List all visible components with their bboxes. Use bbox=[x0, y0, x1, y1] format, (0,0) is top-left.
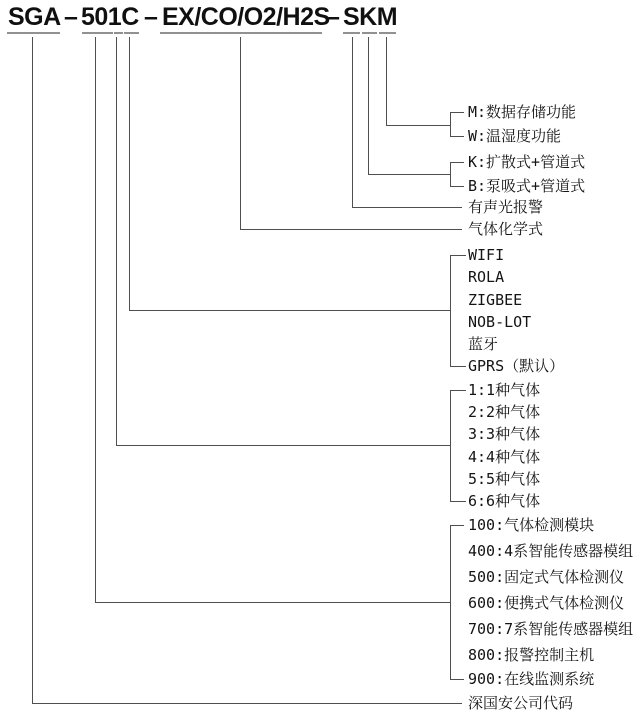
connector-communication bbox=[129, 310, 450, 311]
product-series-option: 500:固定式气体检测仪 bbox=[468, 568, 625, 586]
dropline-sampling bbox=[368, 37, 369, 174]
gas-count-option: 6:6种气体 bbox=[468, 492, 541, 510]
company-code-label: 深国安公司代码 bbox=[468, 694, 574, 712]
gas-count-option: 4:4种气体 bbox=[468, 448, 541, 466]
bracket-storage-humidity bbox=[450, 112, 451, 137]
communication-option: GPRS（默认） bbox=[468, 357, 565, 375]
product-series-option: 700:7系智能传感器模组 bbox=[468, 620, 634, 638]
dropline-gas-formula bbox=[240, 37, 241, 229]
gas-count-option: 5:5种气体 bbox=[468, 470, 541, 488]
connector-gas-formula bbox=[240, 229, 462, 230]
connector-gas-count bbox=[116, 445, 450, 446]
model-segment-gas-formulas: EX/CO/O2/H2S bbox=[162, 3, 330, 31]
connector-storage bbox=[386, 125, 450, 126]
connector-company bbox=[32, 703, 462, 704]
gas-formula-label: 气体化学式 bbox=[468, 220, 544, 238]
connector-alarm bbox=[352, 207, 462, 208]
dropline-series bbox=[95, 37, 96, 602]
connector-sampling bbox=[368, 174, 450, 175]
communication-option: 蓝牙 bbox=[468, 335, 499, 353]
sampling-option-label: K:扩散式+管道式 bbox=[468, 153, 586, 171]
bracket-tick bbox=[450, 136, 464, 137]
product-series-option: 900:在线监测系统 bbox=[468, 670, 595, 688]
underline-communication bbox=[124, 32, 139, 34]
dropline-gas-count bbox=[116, 37, 117, 445]
model-segment-company: SGA bbox=[8, 3, 61, 31]
product-series-option: 400:4系智能传感器模组 bbox=[468, 542, 634, 560]
bracket-sampling bbox=[450, 162, 451, 187]
bracket-communication bbox=[450, 255, 451, 367]
bracket-product-series bbox=[450, 525, 451, 680]
product-series-option: 600:便携式气体检测仪 bbox=[468, 594, 625, 612]
product-series-option: 100:气体检测模块 bbox=[468, 516, 595, 534]
bracket-tick bbox=[450, 501, 466, 502]
storage-option-label: M:数据存储功能 bbox=[468, 103, 577, 121]
underline-gas-formulas bbox=[160, 32, 322, 34]
dropline-alarm bbox=[352, 37, 353, 207]
gas-count-option: 1:1种气体 bbox=[468, 381, 541, 399]
dropline-company bbox=[32, 37, 33, 703]
underline-gas-count bbox=[114, 32, 123, 34]
bracket-gas-count bbox=[450, 390, 451, 502]
alarm-label: 有声光报警 bbox=[468, 198, 544, 216]
product-series-option: 800:报警控制主机 bbox=[468, 646, 595, 664]
communication-option: ROLA bbox=[468, 268, 505, 286]
dash-separator: – bbox=[326, 3, 340, 31]
underline-company bbox=[7, 32, 60, 34]
bracket-tick bbox=[450, 525, 464, 526]
bracket-tick bbox=[450, 366, 466, 367]
dash-separator: – bbox=[64, 3, 78, 31]
underline-alarm bbox=[343, 32, 360, 34]
gas-count-option: 3:3种气体 bbox=[468, 425, 541, 443]
dropline-communication bbox=[129, 37, 130, 310]
underline-sampling bbox=[362, 32, 377, 34]
communication-option: WIFI bbox=[468, 246, 505, 264]
bracket-tick bbox=[450, 186, 464, 187]
bracket-tick bbox=[450, 162, 464, 163]
communication-option: ZIGBEE bbox=[468, 291, 523, 309]
dash-separator: – bbox=[144, 3, 158, 31]
underline-storage bbox=[379, 32, 396, 34]
gas-count-option: 2:2种气体 bbox=[468, 403, 541, 421]
model-segment-series: 501C bbox=[81, 3, 139, 31]
bracket-tick bbox=[450, 390, 466, 391]
bracket-tick bbox=[450, 679, 464, 680]
bracket-tick bbox=[450, 255, 466, 256]
humidity-option-label: W:温湿度功能 bbox=[468, 127, 562, 145]
bracket-tick bbox=[450, 112, 464, 113]
dropline-storage bbox=[386, 37, 387, 125]
model-segment-options: SKM bbox=[343, 3, 398, 31]
sampling-option-label: B:泵吸式+管道式 bbox=[468, 177, 586, 195]
connector-series bbox=[95, 602, 450, 603]
communication-option: NOB-LOT bbox=[468, 313, 532, 331]
underline-series bbox=[82, 32, 113, 34]
